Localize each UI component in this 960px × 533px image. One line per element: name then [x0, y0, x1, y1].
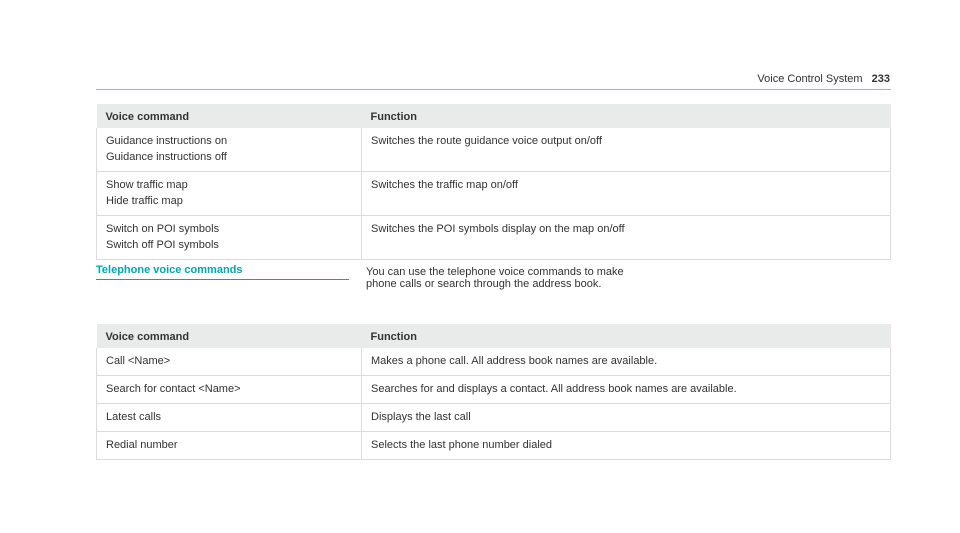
- table-header-row: [97, 104, 891, 128]
- function-cell: Switches the POI symbols display on the map on/off: [362, 216, 891, 260]
- command-cell: [97, 128, 362, 172]
- table-row: [97, 348, 891, 376]
- column-header-command: Voice command: [97, 104, 362, 128]
- header-rule: [96, 89, 891, 90]
- column-header-function: Function: [362, 324, 891, 348]
- table-row: [97, 128, 891, 172]
- function-cell: Searches for and displays a contact. All address book names are available.: [362, 376, 891, 404]
- command-text: Hide traffic map: [106, 195, 183, 207]
- function-cell: Makes a phone call. All address book names are available.: [362, 348, 891, 376]
- command-text: Guidance instructions off: [106, 151, 227, 163]
- header-section-title: Voice Control System: [757, 73, 863, 85]
- command-cell: Search for contact <Name>: [97, 376, 362, 404]
- navigation-commands-table: [96, 104, 891, 260]
- telephone-commands-table: [96, 324, 891, 460]
- command-cell: [97, 216, 362, 260]
- page-header: [757, 73, 890, 85]
- column-header-command: Voice command: [97, 324, 362, 348]
- table-row: [97, 376, 891, 404]
- section-intro: You can use the telephone voice commands to make phone calls or search through the address book.: [366, 266, 624, 290]
- function-cell: Switches the route guidance voice output on/off: [362, 128, 891, 172]
- table-row: [97, 404, 891, 432]
- table-header-row: [97, 324, 891, 348]
- column-header-function: Function: [362, 104, 891, 128]
- command-cell: Call <Name>: [97, 348, 362, 376]
- command-cell: Redial number: [97, 432, 362, 460]
- command-text: Switch on POI symbols: [106, 223, 220, 235]
- command-text: Guidance instructions on: [106, 135, 228, 147]
- function-cell: Switches the traffic map on/off: [362, 172, 891, 216]
- table-row: [97, 172, 891, 216]
- command-cell: [97, 172, 362, 216]
- table-row: [97, 432, 891, 460]
- function-cell: Displays the last call: [362, 404, 891, 432]
- command-cell: Latest calls: [97, 404, 362, 432]
- table-row: [97, 216, 891, 260]
- page-number: 233: [871, 73, 890, 85]
- function-cell: Selects the last phone number dialed: [362, 432, 891, 460]
- command-text: Switch off POI symbols: [106, 239, 219, 251]
- section-title-telephone: Telephone voice commands: [96, 264, 349, 280]
- command-text: Show traffic map: [106, 179, 188, 191]
